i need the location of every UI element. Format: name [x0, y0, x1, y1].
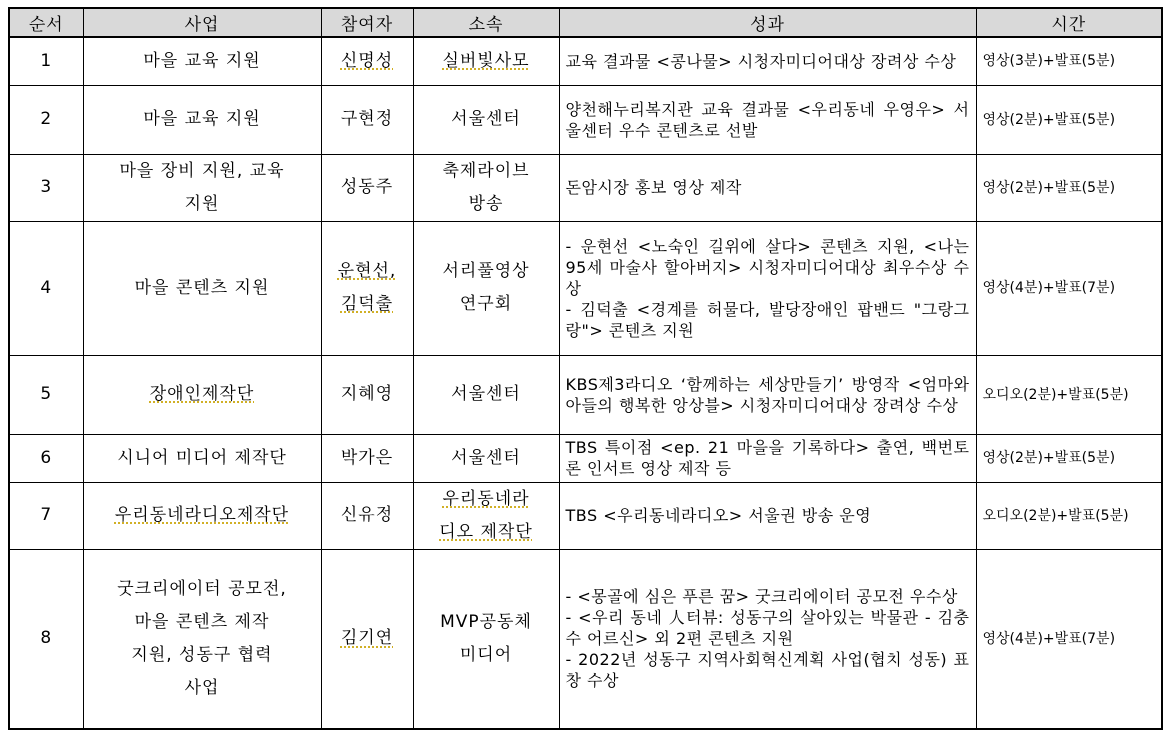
- result-line: - 2022년 성동구 지역사회혁신계획 사업(협치 성동) 표창 수상: [565, 650, 970, 691]
- row-participant: [321, 549, 413, 729]
- project-line: 우리동네라디오제작단: [114, 505, 290, 525]
- affiliation-line: MVP공동체: [440, 611, 532, 632]
- col-header-affiliation: 소속: [413, 8, 559, 37]
- row-order: 6: [9, 434, 83, 482]
- table-row: [9, 85, 1162, 154]
- row-project: [83, 482, 321, 549]
- row-results: [559, 37, 976, 85]
- row-results: [559, 355, 976, 434]
- result-line: 돈암시장 홍보 영상 제작: [565, 178, 742, 197]
- row-participant: [321, 85, 413, 154]
- row-affiliation: [413, 434, 559, 482]
- row-affiliation: [413, 221, 559, 355]
- row-affiliation: [413, 37, 559, 85]
- project-line: 굿크리에이터 공모전,: [117, 578, 287, 599]
- participant-line: 김덕출: [340, 294, 394, 314]
- row-time: 영상(2분)+발표(5분): [976, 434, 1162, 482]
- table-row: [9, 434, 1162, 482]
- row-time: 오디오(2분)+발표(5분): [976, 482, 1162, 549]
- row-order: 5: [9, 355, 83, 434]
- table-row: [9, 549, 1162, 729]
- project-line: 마을 콘텐츠 지원: [134, 277, 270, 298]
- project-line: 지원, 성동구 협력: [131, 644, 273, 665]
- affiliation-line: 서울센터: [451, 384, 521, 404]
- result-line: 교육 결과물 <콩나물> 시청자미디어대상 장려상 수상: [565, 51, 957, 71]
- table-row: [9, 154, 1162, 221]
- affiliation-line: 서리풀영상: [442, 261, 530, 281]
- result-line: - <몽골에 심은 푸른 꿈> 굿크리에이터 공모전 우수상: [565, 587, 958, 607]
- participant-line: 지혜영: [340, 384, 394, 404]
- col-header-participant: 참여자: [321, 8, 413, 37]
- row-participant: [321, 482, 413, 549]
- row-time: 영상(2분)+발표(5분): [976, 85, 1162, 154]
- row-time: 오디오(2분)+발표(5분): [976, 355, 1162, 434]
- project-line: 마을 장비 지원, 교육: [119, 160, 285, 181]
- table-row: [9, 221, 1162, 355]
- affiliation-line: 실버빛사모: [442, 50, 530, 71]
- header-row: [9, 8, 1162, 37]
- row-results: [559, 221, 976, 355]
- participant-line: 구현정: [340, 109, 394, 129]
- project-line: 마을 교육 지원: [143, 109, 261, 129]
- row-affiliation: [413, 355, 559, 434]
- participant-line: 박가은: [340, 447, 394, 468]
- project-line: 사업: [184, 677, 220, 698]
- result-line: - 운현선 <노숙인 길위에 살다> 콘텐츠 지원, <나는 95세 마술사 할아버지> 시청자미디어대상 최우수상 수상: [565, 236, 970, 298]
- row-order: 4: [9, 221, 83, 355]
- participant-line: 김기연: [340, 628, 394, 649]
- row-affiliation: [413, 549, 559, 729]
- table-row: [9, 37, 1162, 85]
- affiliation-line: 미디어: [459, 644, 513, 665]
- row-affiliation: [413, 482, 559, 549]
- result-line: KBS제3라디오 ‘함께하는 세상만들기’ 방영작 <엄마와 아들의 행복한 앙상블> 시청자미디어대상 장려상 수상: [565, 374, 970, 415]
- row-order: 3: [9, 154, 83, 221]
- project-line: 지원: [184, 193, 220, 214]
- participant-line: 성동주: [340, 177, 394, 197]
- row-project: [83, 549, 321, 729]
- participant-line: 신명성: [340, 50, 394, 71]
- row-project: [83, 355, 321, 434]
- row-participant: [321, 221, 413, 355]
- row-project: [83, 434, 321, 482]
- row-project: [83, 85, 321, 154]
- affiliation-line: 방송: [468, 193, 504, 214]
- row-project: [83, 221, 321, 355]
- row-order: 1: [9, 37, 83, 85]
- table-row: [9, 482, 1162, 549]
- row-order: 2: [9, 85, 83, 154]
- project-line: 마을 교육 지원: [143, 50, 261, 71]
- col-header-time: 시간: [976, 8, 1162, 37]
- project-line: 장애인제작단: [149, 384, 255, 404]
- row-affiliation: [413, 85, 559, 154]
- row-results: [559, 85, 976, 154]
- affiliation-line: 서울센터: [451, 447, 521, 468]
- row-order: 7: [9, 482, 83, 549]
- affiliation-line: 축제라이브: [442, 160, 530, 181]
- project-line: 마을 콘텐츠 제작: [134, 611, 270, 632]
- affiliation-line: 서울센터: [451, 109, 521, 129]
- affiliation-line: 디오 제작단: [439, 521, 533, 542]
- row-time: 영상(4분)+발표(7분): [976, 221, 1162, 355]
- project-line: 시니어 미디어 제작단: [117, 447, 287, 468]
- participant-line: 신유정: [340, 505, 394, 525]
- performance-table: [8, 7, 1163, 730]
- result-line: 양천해누리복지관 교육 결과물 <우리동네 우영우> 서울센터 우수 콘텐츠로 선발: [565, 99, 970, 140]
- col-header-results: 성과: [559, 8, 976, 37]
- col-header-project: 사업: [83, 8, 321, 37]
- participant-line: 운현선,: [337, 261, 397, 281]
- result-line: - <우리 동네 人터뷰: 성동구의 살아있는 박물관 - 김충수 어르신> 외 2편 콘텐츠 지원: [565, 608, 970, 649]
- row-results: [559, 154, 976, 221]
- table-row: [9, 355, 1162, 434]
- row-participant: [321, 355, 413, 434]
- result-line: TBS <우리동네라디오> 서울권 방송 운영: [565, 506, 872, 525]
- result-line: - 김덕출 <경계를 허물다, 발당장애인 팝밴드 "그랑그랑"> 콘텐츠 지원: [565, 299, 970, 340]
- row-affiliation: [413, 154, 559, 221]
- row-participant: [321, 37, 413, 85]
- affiliation-line: 우리동네라: [442, 488, 530, 509]
- row-results: [559, 549, 976, 729]
- row-time: 영상(4분)+발표(7분): [976, 549, 1162, 729]
- row-participant: [321, 434, 413, 482]
- col-header-order: 순서: [9, 8, 83, 37]
- result-line: TBS 특이점 <ep. 21 마을을 기록하다> 출연, 백번토론 인서트 영상 제작 등: [565, 438, 970, 478]
- row-order: 8: [9, 549, 83, 729]
- row-results: [559, 434, 976, 482]
- row-project: [83, 37, 321, 85]
- row-results: [559, 482, 976, 549]
- row-participant: [321, 154, 413, 221]
- row-time: 영상(2분)+발표(5분): [976, 154, 1162, 221]
- row-project: [83, 154, 321, 221]
- row-time: 영상(3분)+발표(5분): [976, 37, 1162, 85]
- affiliation-line: 연구회: [459, 294, 513, 314]
